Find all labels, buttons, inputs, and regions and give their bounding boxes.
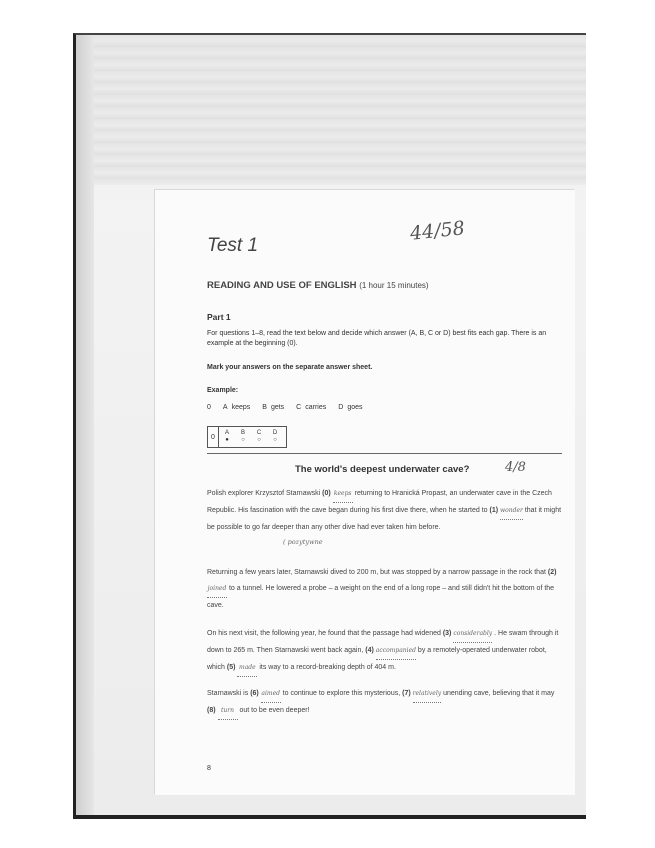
- gap-number-3: (3): [442, 630, 452, 637]
- mark-instruction: Mark your answers on the separate answer sheet.: [207, 364, 373, 371]
- scan-edge-strip: [76, 35, 94, 815]
- section-duration: (1 hour 15 minutes): [359, 281, 429, 290]
- part-heading: Part 1: [207, 312, 231, 322]
- example-option-a: A keeps: [222, 404, 251, 411]
- example-answer-grid: [207, 426, 287, 448]
- page-number: 8: [207, 765, 211, 772]
- example-label: Example:: [207, 387, 239, 394]
- gap-answer-3: considerably: [453, 626, 492, 643]
- gap-number-4: (4): [365, 647, 374, 654]
- answer-cell-b: B ○: [240, 430, 245, 443]
- gap-answer-6: aimed: [261, 686, 281, 703]
- example-option-c: C carries: [296, 404, 327, 411]
- test-title: Test 1: [207, 235, 259, 256]
- gap-answer-7: relatively: [413, 686, 442, 703]
- gap-answer-0: keeps: [333, 486, 353, 503]
- gap-number-8: (8): [207, 707, 216, 714]
- gap-answer-2: joined: [207, 581, 227, 598]
- handwritten-score: 44/58: [409, 217, 466, 245]
- passage-title: The world's deepest underwater cave?: [295, 464, 470, 475]
- gap-number-2: (2): [547, 569, 557, 576]
- margin-note: ( pozytywne: [283, 538, 323, 546]
- divider: [207, 453, 562, 454]
- gap-answer-5: made: [237, 660, 257, 677]
- answer-cell-a: A ●: [224, 430, 229, 443]
- paragraph-3: On his next visit, the following year, he found that the passage had widened (3) considerably . He swam through it down to 265 m. Then Starnawski went back again, (4) accompanied by a remotely-operated underwater robot, which (5) made its way to a record-breaking depth of 404 m.: [207, 626, 562, 677]
- gap-answer-4: accompanied: [376, 643, 416, 660]
- answer-cell-d: D ○: [272, 430, 278, 443]
- gap-number-1: (1): [489, 507, 499, 514]
- passage-score: 4/8: [505, 460, 526, 475]
- paragraph-4: Starnawski is (6) aimed to continue to explore this mysterious, (7) relatively unending cave, believing that it may (8) turn out to be even deeper!: [207, 686, 562, 720]
- gap-number-7: (7): [402, 690, 411, 697]
- gap-number-0: (0): [322, 490, 331, 497]
- example-option-d: D goes: [338, 404, 363, 411]
- gap-answer-8: turn: [218, 703, 238, 720]
- gap-number-5: (5): [226, 664, 236, 671]
- answer-grid-number: 0: [208, 427, 219, 447]
- section-heading: [207, 280, 429, 291]
- example-options: [207, 404, 363, 411]
- section-title: READING AND USE OF ENGLISH: [207, 280, 357, 291]
- paragraph-2: Returning a few years later, Starnawski dived to 200 m, but was stopped by a narrow passage in the rock that (2) joined to a tunnel. He lowered a probe – a weight on the end of a long rope – and still didn't hit the bottom of the cave.: [207, 569, 557, 609]
- example-number: 0: [207, 404, 211, 411]
- paragraph-1: Polish explorer Krzysztof Starnawski (0) keeps returning to Hranická Propast, an underwater cave in the Czech Republic. His fascination with the cave began during his first dive there, when he started to (1) wonder that it might be possible to go far deeper than any other dive had ever taken him before.: [207, 486, 562, 536]
- instructions: For questions 1–8, read the text below and decide which answer (A, B, C or D) best fits each gap. There is an example at the beginning (0).: [207, 330, 547, 347]
- textbook-page: [155, 190, 575, 795]
- scan-bleed-through: [94, 35, 586, 185]
- gap-answer-1: wonder: [500, 503, 523, 520]
- gap-number-6: (6): [250, 690, 259, 697]
- answer-cell-c: C ○: [256, 430, 262, 443]
- example-option-b: B gets: [262, 404, 285, 411]
